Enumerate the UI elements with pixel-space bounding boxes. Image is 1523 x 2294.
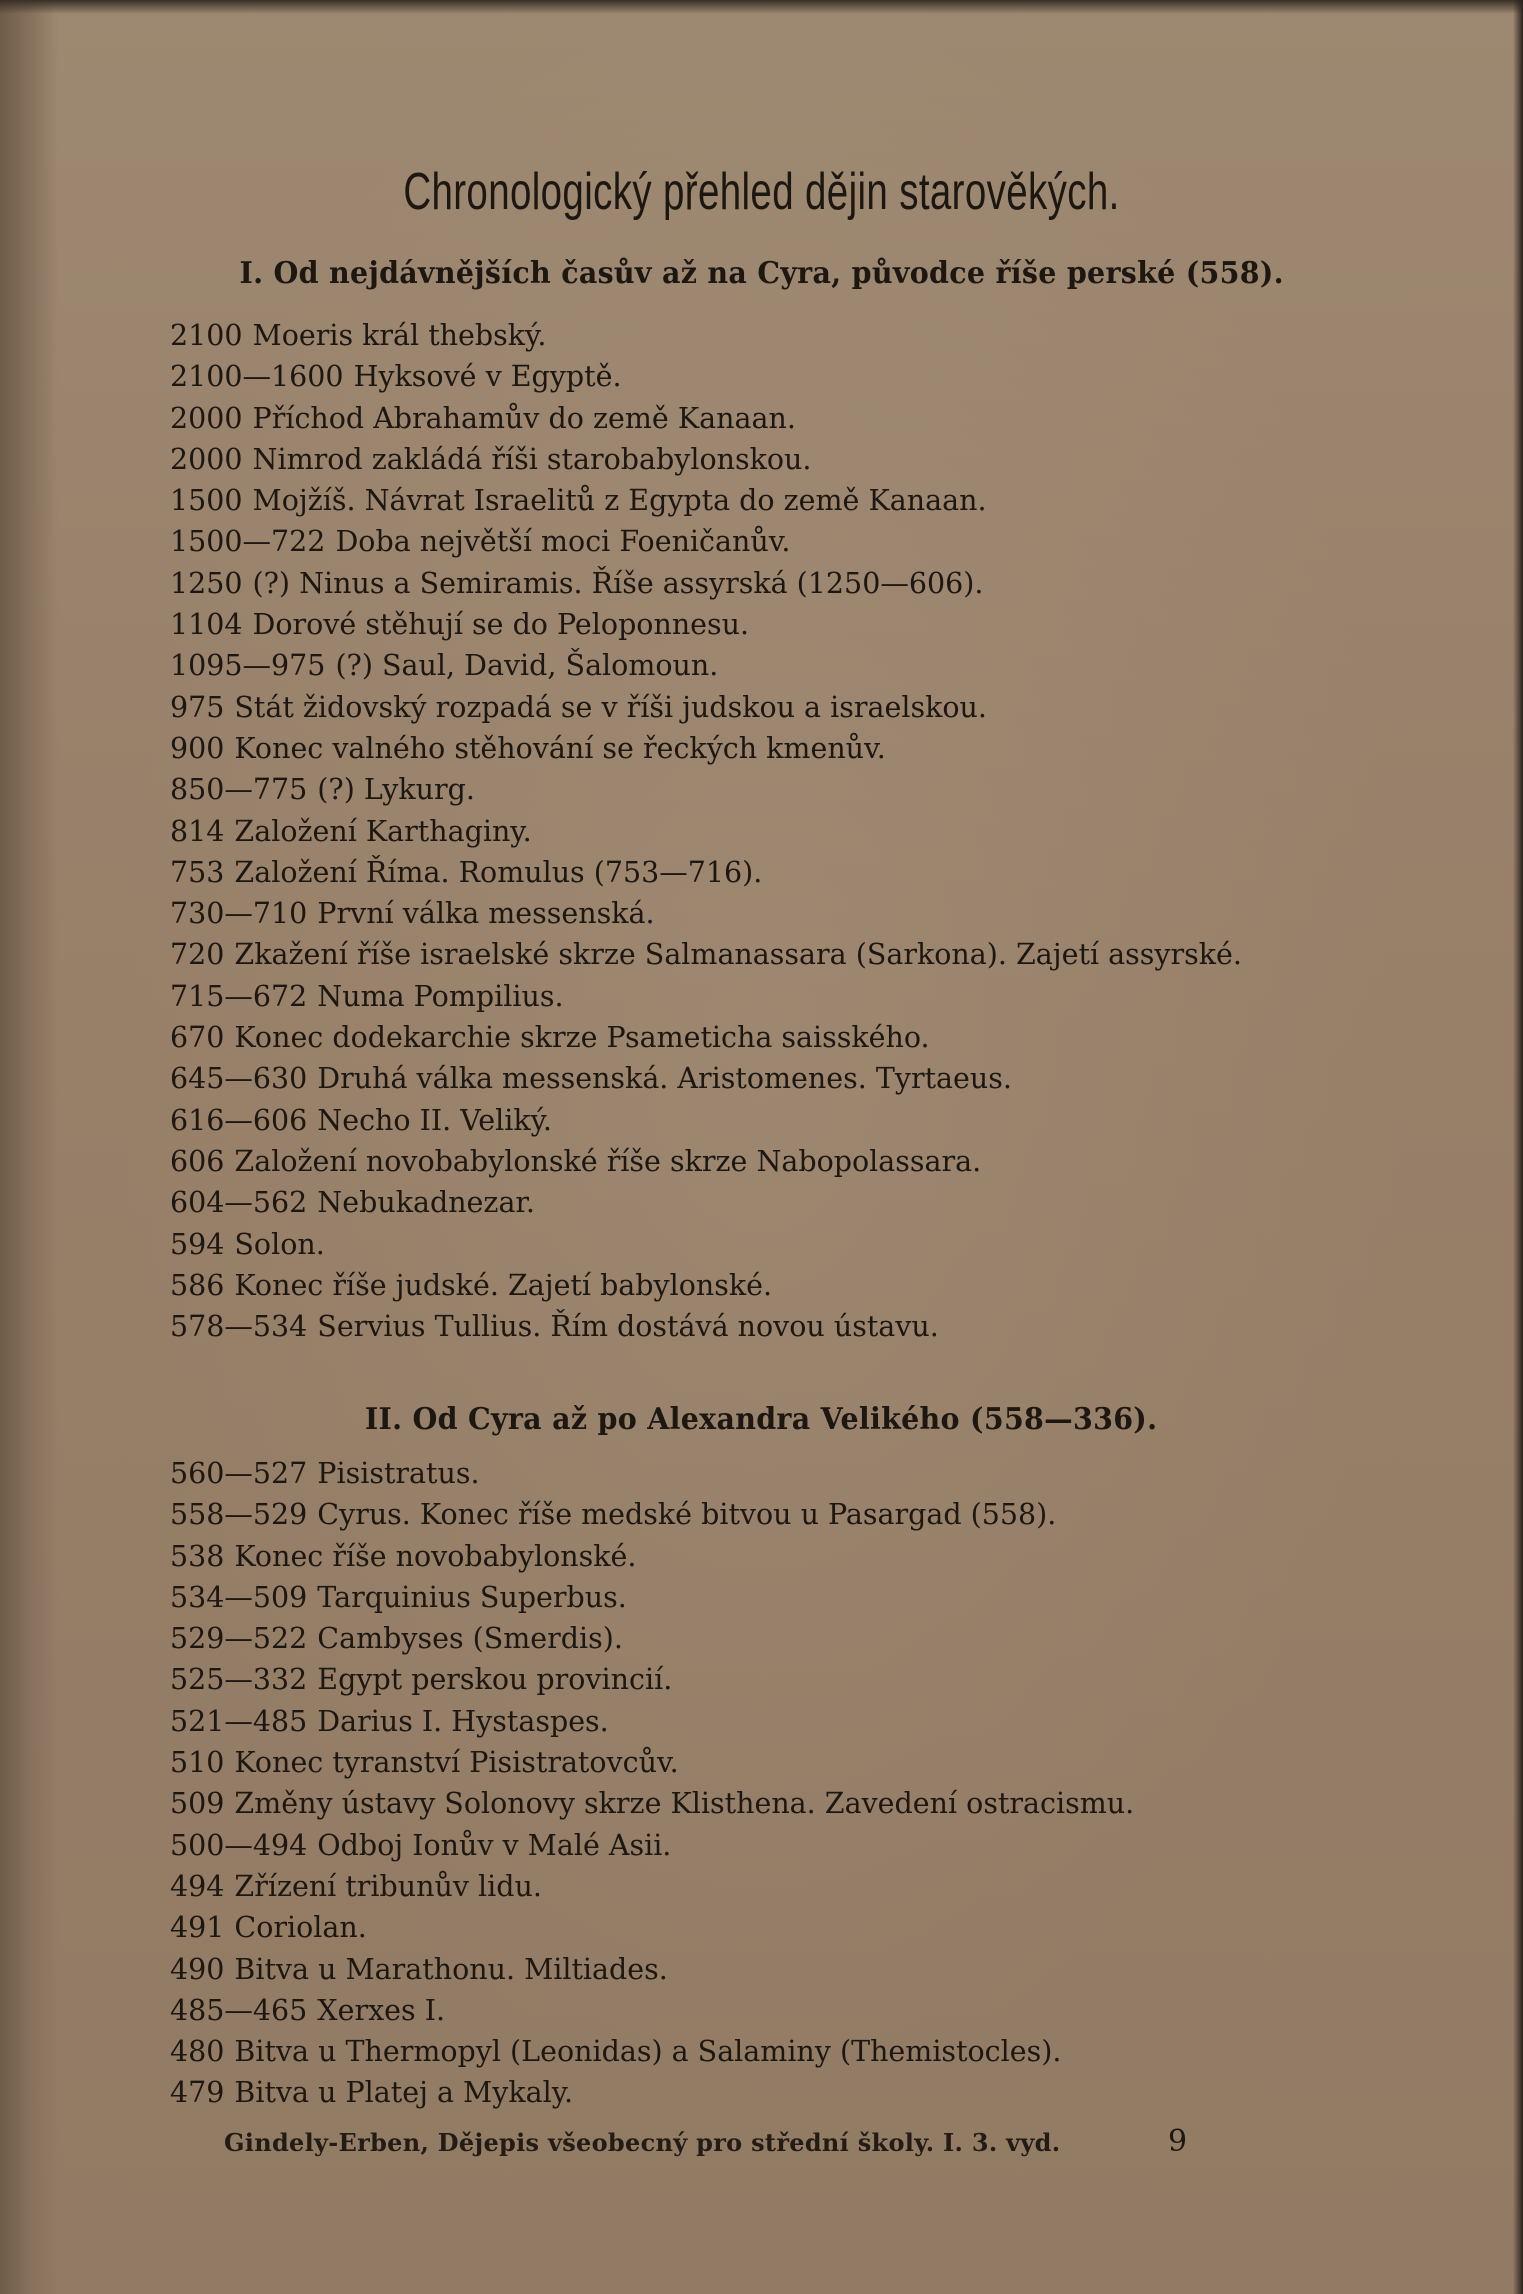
entry-text: Numa Pompilius. [317, 979, 564, 1013]
chronology-entry [170, 604, 1450, 645]
chronology-entry [170, 1100, 1450, 1141]
entry-text: Zkažení říše israelské skrze Salmanassara (Sarkona). Zajetí assyrské. [234, 938, 1242, 972]
chronology-entry [170, 852, 1450, 893]
chronology-entry [170, 1701, 1450, 1742]
binding-shadow [0, 0, 58, 2294]
page-number: 9 [1168, 2124, 1188, 2159]
entry-year: 753 [170, 855, 225, 889]
entry-year: 850—775 [170, 773, 308, 807]
chronology-entry [170, 1742, 1450, 1783]
entry-text: Druhá válka messenská. Aristomenes. Tyrtaeus. [317, 1062, 1012, 1096]
entry-text: Moeris král thebský. [252, 319, 547, 352]
entry-year: 645—630 [170, 1062, 308, 1096]
entry-text: Bitva u Thermopyl (Leonidas) a Salaminy (Themistocles). [234, 2035, 1062, 2069]
section-heading-1 [0, 256, 1523, 291]
chronology-entry [170, 1306, 1450, 1347]
entry-text: Necho II. Veliký. [317, 1103, 552, 1137]
chronology-entry [170, 315, 1450, 356]
entry-text: Příchod Abrahamův do země Kanaan. [252, 401, 796, 435]
entry-text: (?) Ninus a Semiramis. Říše assyrská (1250—606). [252, 566, 984, 600]
top-edge-shadow [0, 0, 1523, 14]
entry-year: 670 [170, 1021, 225, 1055]
entry-text: Konec valného stěhování se řeckých kmenův. [234, 731, 886, 765]
entry-year: 720 [170, 938, 225, 972]
entry-text: Stát židovský rozpadá se v říši judskou a israelskou. [234, 690, 987, 724]
entry-text: Tarquinius Superbus. [317, 1580, 627, 1614]
entry-text: Cyrus. Konec říše medské bitvou u Pasargad (558). [317, 1498, 1057, 1532]
entry-text: Solon. [234, 1227, 325, 1261]
chronology-entry [170, 1659, 1450, 1700]
entry-text: Dorové stěhují se do Peloponnesu. [252, 608, 750, 642]
chronology-entry [170, 356, 1450, 397]
entry-text: (?) Lykurg. [317, 773, 475, 807]
entry-year: 1500—722 [170, 525, 326, 559]
chronology-entry [170, 1017, 1450, 1058]
entry-year: 578—534 [170, 1310, 308, 1344]
entry-year: 1250 [170, 566, 243, 600]
entry-text: Zřízení tribunův lidu. [234, 1869, 542, 1903]
entry-year: 529—522 [170, 1622, 308, 1656]
entry-year: 900 [170, 731, 225, 765]
entry-text: Bitva u Platej a Mykaly. [234, 2076, 574, 2110]
entry-year: 500—494 [170, 1828, 308, 1862]
chronology-entry [170, 563, 1450, 604]
chronology-entry [170, 480, 1450, 521]
entry-text: Hyksové v Egyptě. [353, 360, 622, 394]
chronology-entry [170, 769, 1450, 810]
chronology-entry [170, 1265, 1450, 1306]
entry-year: 730—710 [170, 897, 308, 931]
chronology-entry [170, 1949, 1450, 1990]
entry-text: Coriolan. [234, 1911, 367, 1945]
chronology-entry [170, 1058, 1450, 1099]
entry-year: 1104 [170, 608, 243, 642]
entry-year: 491 [170, 1911, 225, 1945]
chronology-entry [170, 1866, 1450, 1907]
entry-year: 975 [170, 690, 225, 724]
entry-text: Založení Říma. Romulus (753—716). [234, 855, 763, 889]
chronology-entry [170, 1577, 1450, 1618]
chronology-entry [170, 893, 1450, 934]
chronology-list-2 [170, 1453, 1450, 2114]
chronology-entry [170, 645, 1450, 686]
chronology-entry [170, 1825, 1450, 1866]
chronology-entry [170, 1990, 1450, 2031]
entry-year: 2100—1600 [170, 360, 344, 394]
chronology-entry [170, 934, 1450, 975]
entry-text: Konec tyranství Pisistratovcův. [234, 1746, 679, 1780]
entry-text: Založení novobabylonské říše skrze Nabopolassara. [234, 1144, 982, 1178]
chronology-entry [170, 521, 1450, 562]
entry-year: 1500 [170, 484, 243, 518]
entry-text: Cambyses (Smerdis). [317, 1622, 623, 1656]
entry-year: 715—672 [170, 979, 308, 1013]
chronology-entry [170, 1453, 1450, 1494]
entry-year: 1095—975 [170, 649, 326, 683]
entry-year: 2000 [170, 401, 243, 435]
section-heading-2-label: II. Od Cyra až po Alexandra Velikého (558—336). [365, 1402, 1158, 1437]
entry-text: Servius Tullius. Řím dostává novou ústavu. [317, 1310, 939, 1344]
entry-year: 510 [170, 1746, 225, 1780]
entry-year: 586 [170, 1268, 225, 1302]
chronology-entry [170, 976, 1450, 1017]
chronology-entry [170, 728, 1450, 769]
entry-year: 616—606 [170, 1103, 308, 1137]
chronology-entry [170, 1536, 1450, 1577]
entry-year: 560—527 [170, 1457, 308, 1490]
chronology-entry [170, 1141, 1450, 1182]
chronology-entry [170, 1907, 1450, 1948]
entry-year: 479 [170, 2076, 225, 2110]
footer-citation: Gindely-Erben, Dějepis všeobecný pro střední školy. I. 3. vyd. [224, 2128, 1061, 2157]
entry-text: Odboj Ionův v Malé Asii. [317, 1828, 672, 1862]
section-heading-2 [0, 1402, 1523, 1437]
entry-year: 2100 [170, 319, 243, 352]
entry-text: Mojžíš. Návrat Israelitů z Egypta do země Kanaan. [252, 484, 987, 518]
entry-text: Založení Karthaginy. [234, 814, 532, 848]
entry-text: (?) Saul, David, Šalomoun. [335, 649, 719, 683]
chronology-entry [170, 439, 1450, 480]
entry-text: Pisistratus. [317, 1457, 480, 1490]
entry-year: 814 [170, 814, 225, 848]
entry-year: 485—465 [170, 1993, 308, 2027]
entry-text: Nebukadnezar. [317, 1186, 535, 1220]
entry-year: 534—509 [170, 1580, 308, 1614]
chronology-entry [170, 687, 1450, 728]
entry-year: 606 [170, 1144, 225, 1178]
entry-text: Nimrod zakládá říši starobabylonskou. [252, 442, 812, 476]
entry-text: Bitva u Marathonu. Miltiades. [234, 1952, 668, 1986]
entry-year: 521—485 [170, 1704, 308, 1738]
chronology-entry [170, 2072, 1450, 2113]
entry-text: První válka messenská. [317, 897, 655, 931]
chronology-entry [170, 1783, 1450, 1824]
entry-year: 509 [170, 1787, 225, 1821]
entry-year: 494 [170, 1869, 225, 1903]
page-title: Chronologický přehled dějin starověkých. [403, 163, 1120, 221]
entry-year: 525—332 [170, 1663, 308, 1697]
section-heading-1-label: I. Od nejdávnějších časův až na Cyra, původce říše perské (558). [239, 256, 1284, 291]
chronology-entry [170, 1618, 1450, 1659]
entry-text: Konec říše judské. Zajetí babylonské. [234, 1268, 773, 1302]
chronology-entry [170, 1494, 1450, 1535]
entry-text: Darius I. Hystaspes. [317, 1704, 609, 1738]
entry-year: 490 [170, 1952, 225, 1986]
entry-year: 480 [170, 2035, 225, 2069]
entry-year: 538 [170, 1539, 225, 1573]
entry-text: Xerxes I. [317, 1993, 446, 2027]
chronology-entry [170, 1182, 1450, 1223]
entry-year: 604—562 [170, 1186, 308, 1220]
chronology-entry [170, 1224, 1450, 1265]
entry-text: Konec říše novobabylonské. [234, 1539, 637, 1573]
right-page-edge [1513, 0, 1523, 2294]
entry-year: 558—529 [170, 1498, 308, 1532]
chronology-entry [170, 811, 1450, 852]
chronology-list-1 [170, 315, 1450, 1347]
entry-text: Doba největší moci Foeničanův. [335, 525, 791, 559]
chronology-entry [170, 398, 1450, 439]
entry-year: 594 [170, 1227, 225, 1261]
entry-text: Změny ústavy Solonovy skrze Klisthena. Zavedení ostracismu. [234, 1787, 1135, 1821]
entry-year: 2000 [170, 442, 243, 476]
entry-text: Egypt perskou provincií. [317, 1663, 673, 1697]
entry-text: Konec dodekarchie skrze Psameticha saisského. [234, 1021, 930, 1055]
chronology-entry [170, 2031, 1450, 2072]
